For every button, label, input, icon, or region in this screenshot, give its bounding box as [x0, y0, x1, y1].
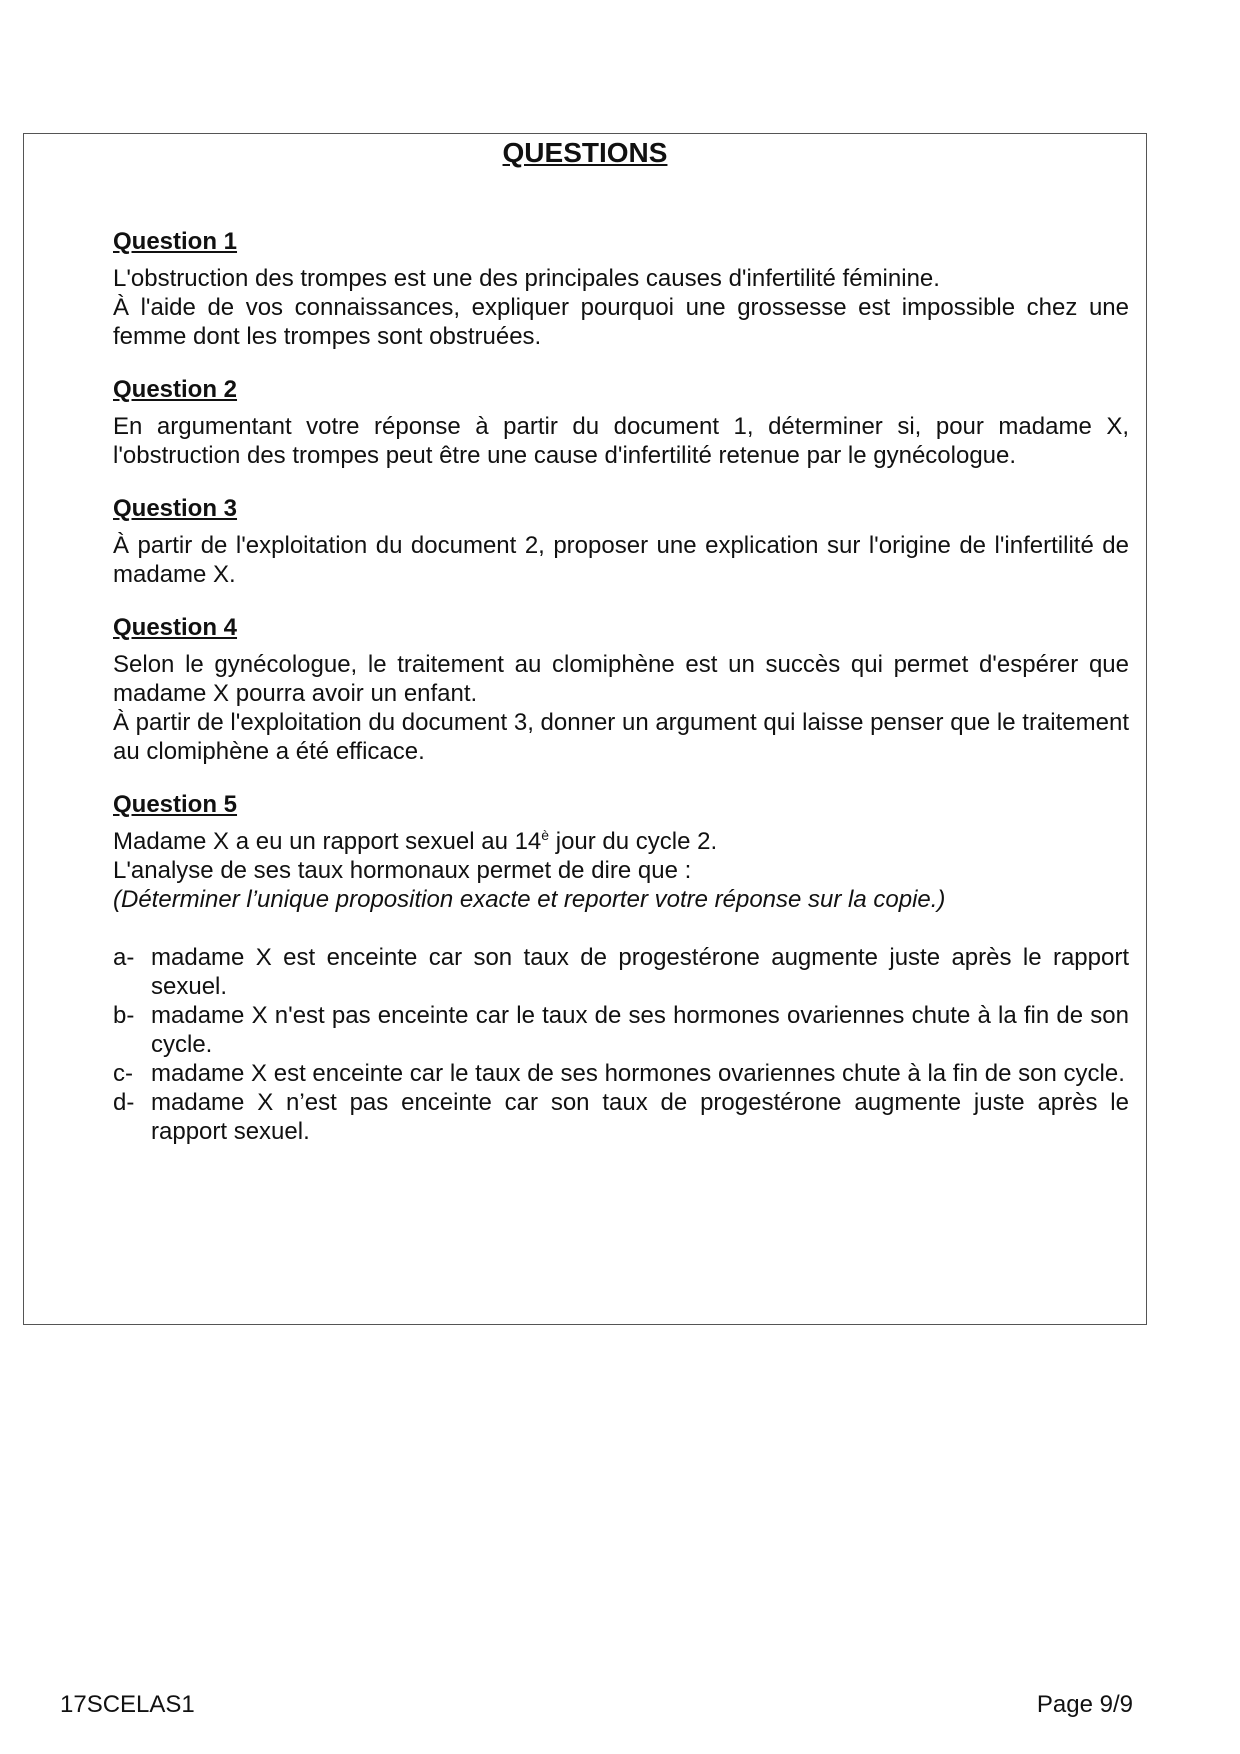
questions-frame [23, 133, 1147, 1325]
ordinal-superscript: è [541, 827, 550, 843]
question-heading: Question 4 [113, 614, 238, 641]
question-text: L'obstruction des trompes est une des principales causes d'infertilité féminine. [113, 265, 940, 292]
question-text: À partir de l'exploitation du document 3, donner un argument qui laisse penser que le traitement au clomiphène a été efficace. [113, 709, 1129, 765]
question-text: À partir de l'exploitation du document 2, proposer une explication sur l'origine de l'infertilité de madame X. [113, 532, 1129, 588]
question-1 [113, 227, 1129, 351]
question-heading: Question 1 [113, 228, 238, 255]
page-title: QUESTIONS [502, 137, 668, 168]
answer-option-d [113, 1088, 1129, 1146]
answer-option-b [113, 1001, 1129, 1059]
question-text-part: jour du cycle 2. [549, 828, 718, 855]
question-heading: Question 2 [113, 376, 238, 403]
option-text: madame X est enceinte car son taux de progestérone augmente juste après le rapport sexuel. [151, 944, 1129, 1000]
option-text: madame X n’est pas enceinte car son taux de progestérone augmente juste après le rapport sexuel. [151, 1089, 1129, 1145]
question-4 [113, 613, 1129, 766]
option-letter: a- [113, 944, 135, 971]
option-letter: b- [113, 1002, 135, 1029]
question-text: Selon le gynécologue, le traitement au clomiphène est un succès qui permet d'espérer que madame X pourra avoir un enfant. [113, 651, 1129, 707]
option-letter: d- [113, 1089, 135, 1116]
question-heading: Question 5 [113, 791, 238, 818]
question-5 [113, 790, 1129, 1146]
questions-content [113, 227, 1129, 1170]
footer-code: 17SCELAS1 [60, 1691, 195, 1718]
option-text: madame X n'est pas enceinte car le taux de ses hormones ovariennes chute à la fin de son cycle. [151, 1002, 1129, 1058]
question-text: En argumentant votre réponse à partir du document 1, déterminer si, pour madame X, l'obstruction des trompes peut être une cause d'infertilité retenue par le gynécologue. [113, 413, 1129, 469]
answer-option-a [113, 943, 1129, 1001]
question-text [113, 827, 1129, 856]
option-text: madame X est enceinte car le taux de ses hormones ovariennes chute à la fin de son cycle. [151, 1060, 1125, 1087]
footer-page-number: Page 9/9 [1036, 1691, 1133, 1718]
question-text-part: Madame X a eu un rapport sexuel au 14 [113, 828, 542, 855]
question-2 [113, 375, 1129, 470]
question-3 [113, 494, 1129, 589]
answer-options [113, 943, 1129, 1146]
question-heading: Question 3 [113, 495, 238, 522]
instruction-text: (Déterminer l’unique proposition exacte et reporter votre réponse sur la copie.) [113, 886, 946, 913]
question-text: L'analyse de ses taux hormonaux permet de dire que : [113, 857, 692, 884]
question-text: À l'aide de vos connaissances, expliquer pourquoi une grossesse est impossible chez une femme dont les trompes sont obstruées. [113, 294, 1129, 350]
option-letter: c- [113, 1060, 133, 1087]
answer-option-c [113, 1059, 1129, 1088]
